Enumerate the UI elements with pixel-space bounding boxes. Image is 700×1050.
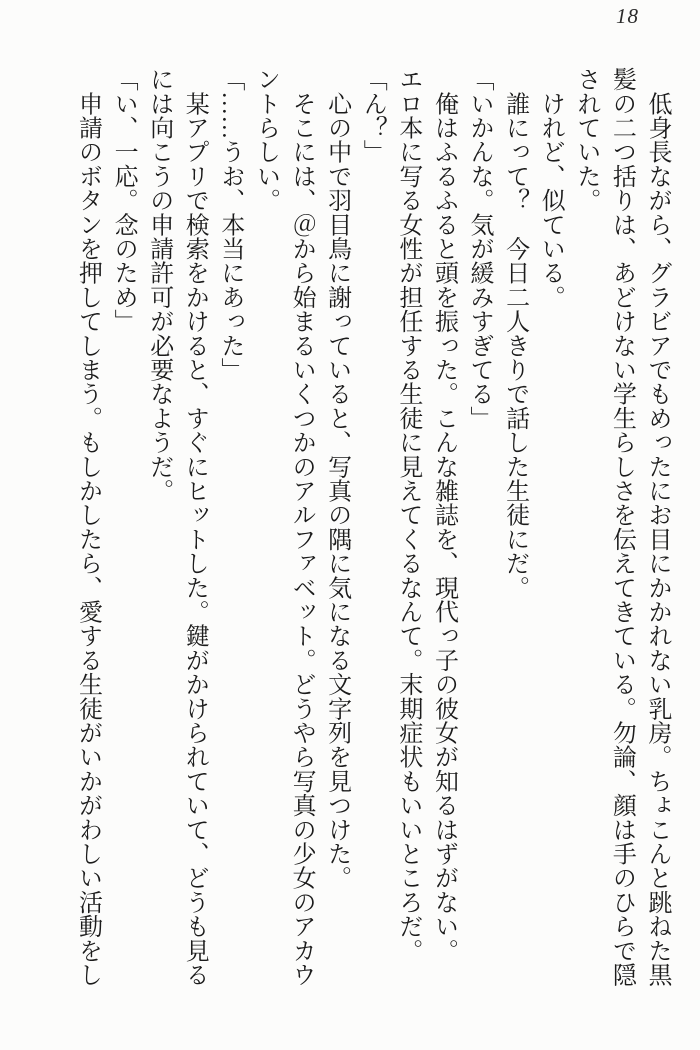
- text-column: 低身長ながら、グラビアでもめったにお目にかかれない乳房。ちょこんと跳ねた黒: [644, 67, 670, 987]
- text-column: ントらしい。: [252, 67, 279, 213]
- text-column: エロ本に写る女性が担任する生徒に見えてくるなんて。末期症状もいいところだ。: [394, 67, 421, 963]
- text-column: 申請のボタンを押してしまう。もしかしたら、愛する生徒がいかがわしい活動をし: [74, 67, 101, 987]
- text-column: 「ん？」: [359, 67, 386, 164]
- text-column: されていた。: [572, 67, 599, 213]
- page-number: 18: [616, 4, 639, 28]
- text-column: 心の中で羽目鳥に謝っていると、写真の隅に気になる文字列を見つけた。: [323, 67, 350, 890]
- text-column: 俺はふるふると頭を振った。こんな雑誌を、現代っ子の彼女が知るはずがない。: [430, 67, 457, 963]
- text-column: 「い、一応。念のため」: [110, 67, 137, 334]
- text-column: 誰にって？ 今日二人きりで話した生徒にだ。: [501, 67, 528, 600]
- text-column: けれど、似ている。: [537, 67, 564, 309]
- text-column: には向こうの申請許可が必要なようだ。: [145, 67, 172, 503]
- text-column: そこには、＠から始まるいくつかのアルファベット。どうやら写真の少女のアカウ: [288, 67, 315, 987]
- text-column: 「……うお、本当にあった」: [216, 67, 243, 382]
- text-column: 髪の二つ括りは、あどけない学生らしさを伝えてきている。勿論、顔は手のひらで隠: [608, 67, 635, 987]
- text-block: [68, 67, 674, 1017]
- text-column: 「いかんな。気が緩みすぎてる」: [466, 67, 493, 430]
- text-column: 某アプリで検索をかけると、すぐにヒットした。鍵がかけられていて、どうも見る: [181, 67, 208, 987]
